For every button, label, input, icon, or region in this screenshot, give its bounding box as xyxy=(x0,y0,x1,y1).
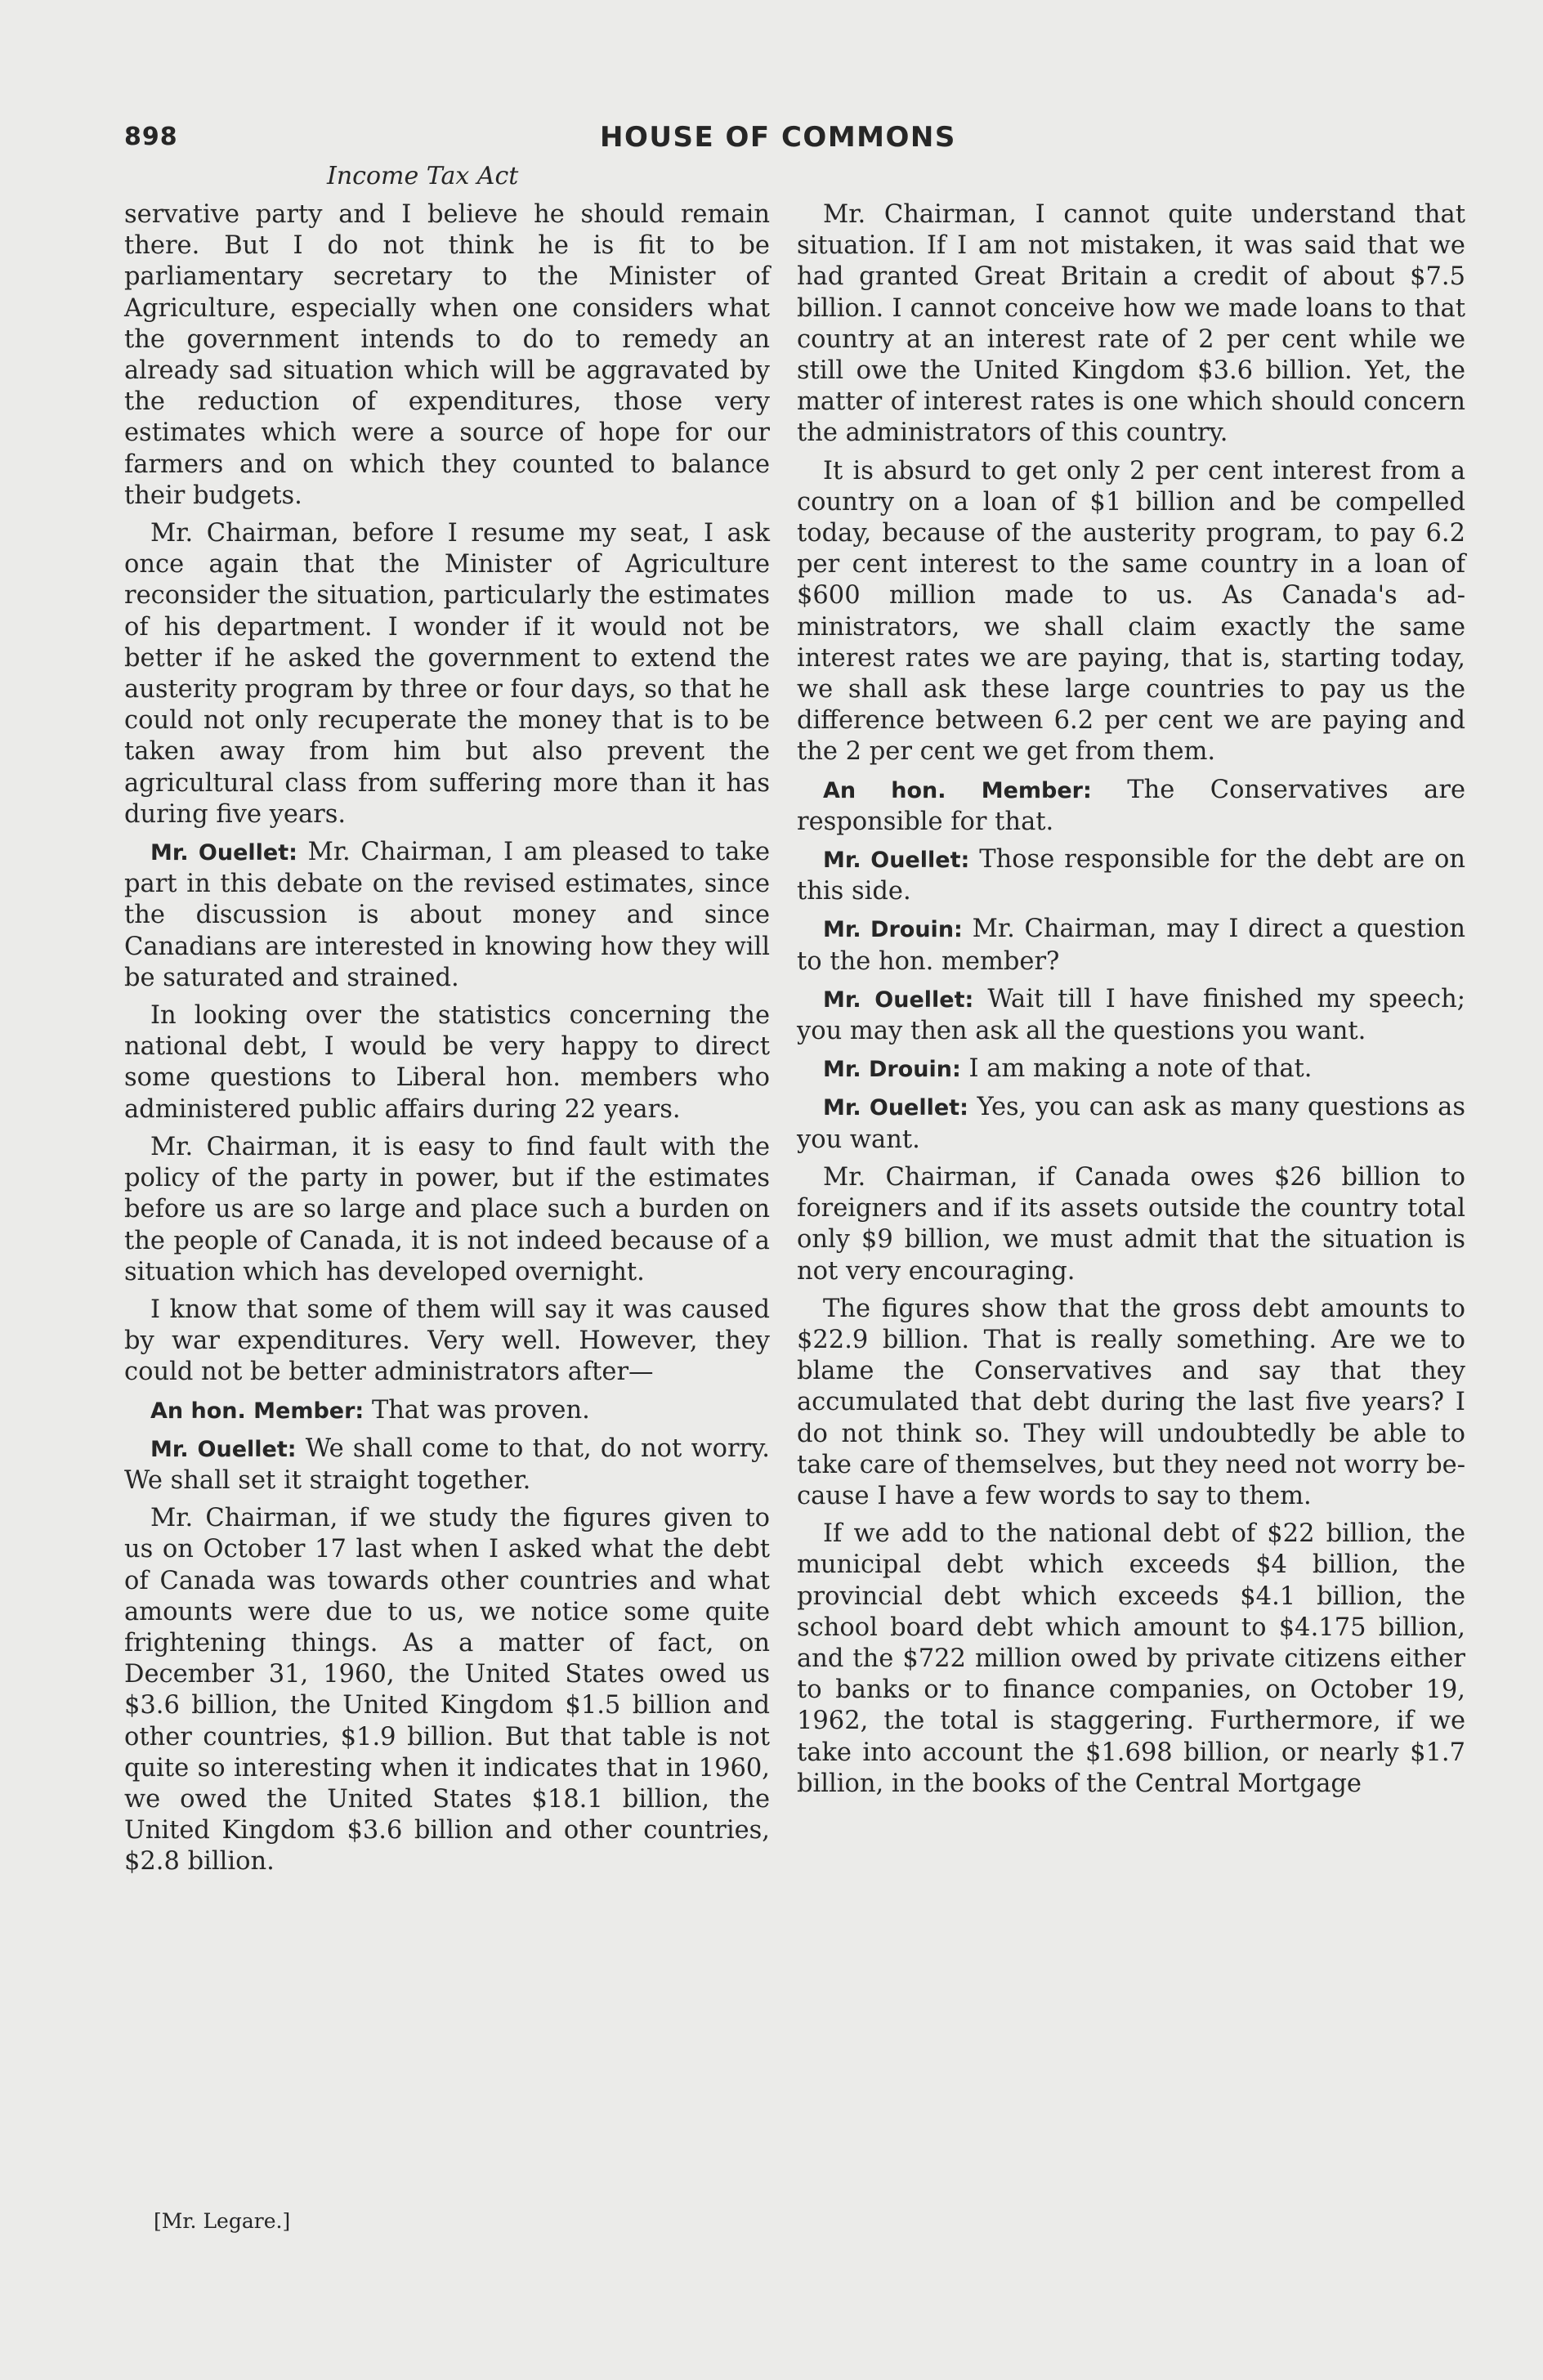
paragraph: If we add to the national debt of $22 billion, the municipal debt which exceeds $4 billion, the provincial debt which exceeds $4.1 billion, the school board debt which amount to $4.175 billion, and the $722 million owed by private citizens either to banks or to finance companies, on October 19, 1962, the total is staggering. Furthermore, if we take into account the $1.698 billion, or nearly $1.7 billion, in the books of the Central Mortgage xyxy=(797,1519,1465,1798)
speaker-name: Mr. Drouin: xyxy=(823,1057,961,1083)
speaker-name: An hon. Member: xyxy=(823,777,1092,803)
paragraph: Mr. Chairman, if we study the figures given to us on October 17 last when I asked what the debt of Canada was towards other countries and what amounts were due to us, we notice some quite frightening things. As a matter of fact, on December 31, 1960, the United States owed us $3.6 billion, the United Kingdom $1.5 billion and other countries, $1.9 billion. But that table is not quite so interesting when it indicates that in 1960, we owed the United States $18.1 billion, the United Kingdom $3.6 billion and other countries, $2.8 billion. xyxy=(124,1504,770,1877)
speaker-name: Mr. Ouellet: xyxy=(823,986,974,1013)
speech-text: The Conservatives are responsible for that. xyxy=(797,775,1465,836)
paragraph: The figures show that the gross debt amounts to $22.9 billion. That is really something. Are we to blame the Conservatives and say that they accumulated that debt during the last five years? I do not think so. They will undoubtedly be able to take care of themselves, but they need not worry because I have a few words to say to them. xyxy=(797,1294,1465,1510)
subject-heading: Income Tax Act xyxy=(327,162,519,190)
speech-text: Those responsible for the debt are on this side. xyxy=(797,845,1465,906)
paragraph: Mr. Chairman, before I resume my seat, I ask once again that the Minister of Agriculture reconsider the situation, particularly the estimates of his department. I wonder if it would not be better if he asked the government to extend the austerity program by three or four days, so that he could not only recuperate the money that is to be taken away from him but also prevent the agricultural class from suffering more than it has during five years. xyxy=(124,519,770,829)
speech-paragraph xyxy=(797,775,1465,838)
running-title: HOUSE OF COMMONS xyxy=(600,121,956,154)
speaker-name: Mr. Ouellet: xyxy=(823,848,970,874)
speech-paragraph xyxy=(797,914,1465,977)
speech-paragraph xyxy=(797,1092,1465,1155)
left-column xyxy=(124,199,770,1885)
speaker-name: An hon. Member: xyxy=(150,1398,365,1424)
speech-paragraph xyxy=(124,837,770,994)
speech-text: Yes, you can ask as many questions as you want. xyxy=(797,1093,1465,1154)
paragraph: In looking over the statistics concerning the national debt, I would be very happy to direct some questions to Liberal hon. members who administered public affairs during 22 years. xyxy=(124,1001,770,1124)
speech-paragraph xyxy=(797,984,1465,1047)
speech-text: Mr. Chairman, I am pleased to take part in this debate on the revised estimates, since the discussion is about money and since Canadians are interested in knowing how they will be saturated and strained. xyxy=(124,838,770,992)
paragraph: It is absurd to get only 2 per cent interest from a country on a loan of $1 billion and be compelled today, because of the austerity program, to pay 6.2 per cent interest to the same country in a loan of $600 million made to us. As Canada's administrators, we shall claim exactly the same interest rates we are paying, that is, starting today, we shall ask these large countries to pay us the difference between 6.2 per cent we are paying and the 2 per cent we get from them. xyxy=(797,456,1465,767)
speech-text: That was proven. xyxy=(371,1395,590,1425)
paragraph: servative party and I believe he should remain there. But I do not think he is fit to be parliamentary secretary to the Minister of Agriculture, especially when one considers what the government intends to do to remedy an already sad situation which will be aggravated by the reduction of expenditures, those very estimates which were a source of hope for our farmers and on which they counted to balance their budgets. xyxy=(124,200,770,510)
speaker-name: Mr. Ouellet: xyxy=(823,1095,968,1121)
right-column xyxy=(797,199,1465,1806)
paragraph: I know that some of them will say it was caused by war expenditures. Very well. However, they could not be better administrators after— xyxy=(124,1295,770,1387)
speaker-footnote: [Mr. Legare.] xyxy=(154,2209,291,2233)
speaker-name: Mr. Drouin: xyxy=(823,917,963,943)
speech-paragraph xyxy=(797,1054,1465,1085)
speech-paragraph xyxy=(124,1434,770,1496)
speech-text: I am making a note of that. xyxy=(968,1054,1313,1084)
paragraph: Mr. Chairman, I cannot quite understand that situation. If I am not mistaken, it was said that we had granted Great Britain a credit of about $7.5 billion. I cannot conceive how we made loans to that country at an interest rate of 2 per cent while we still owe the United Kingdom $3.6 billion. Yet, the matter of interest rates is one which should concern the administrators of this country. xyxy=(797,200,1465,448)
speech-text: We shall come to that, do not worry. We shall set it straight together. xyxy=(124,1434,770,1495)
speaker-name: Mr. Ouellet: xyxy=(150,840,297,866)
paragraph: Mr. Chairman, it is easy to find fault with the policy of the party in power, but if the estimates before us are so large and place such a burden on the people of Canada, it is not indeed because of a situation which has developed overnight. xyxy=(124,1132,770,1286)
speech-paragraph xyxy=(124,1395,770,1427)
page-number: 898 xyxy=(124,123,178,151)
speech-text: Mr. Chairman, may I direct a question to the hon. member? xyxy=(797,915,1465,976)
speech-text: Wait till I have finished my speech; you may then ask all the questions you want. xyxy=(797,984,1465,1046)
speech-paragraph xyxy=(797,844,1465,907)
speaker-name: Mr. Ouellet: xyxy=(150,1436,297,1462)
paragraph: Mr. Chairman, if Canada owes $26 billion to foreigners and if its assets outside the country total only $9 billion, we must admit that the situation is not very encouraging. xyxy=(797,1162,1465,1286)
